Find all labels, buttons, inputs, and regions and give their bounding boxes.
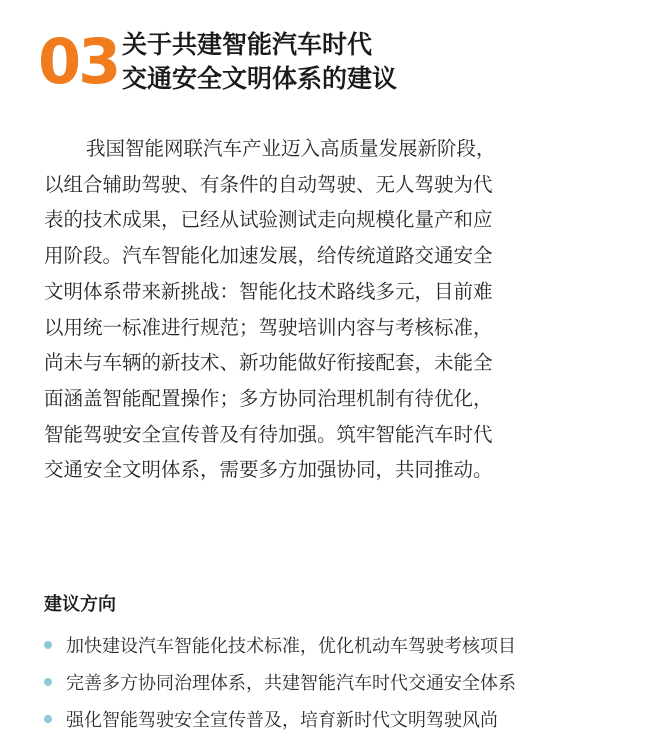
paragraph-line: 用阶段。汽车智能化加速发展，给传统道路交通安全: [44, 244, 493, 268]
body-paragraph: [44, 131, 616, 488]
list-item-text: 完善多方协同治理体系，共建智能汽车时代交通安全体系: [66, 672, 516, 694]
list-item: [44, 626, 644, 663]
list-item-text: 强化智能驾驶安全宣传普及，培育新时代文明驾驶风尚: [66, 709, 498, 731]
section-title: [122, 28, 397, 96]
bullet-dot-icon: [44, 678, 52, 686]
paragraph-line: 以用统一标准进行规范；驾驶培训内容与考核标准，: [44, 315, 493, 339]
section-title-line: 交通安全文明体系的建议: [122, 64, 398, 93]
section-title-line: 关于共建智能汽车时代: [122, 30, 373, 59]
directions-heading: 建议方向: [44, 594, 116, 615]
paragraph-line: 智能驾驶安全宣传普及有待加强。筑牢智能汽车时代: [44, 422, 493, 446]
paragraph-line: 表的技术成果，已经从试验测试走向规模化量产和应: [44, 208, 493, 232]
section-number: 03: [38, 25, 119, 98]
list-item: [44, 663, 644, 700]
list-item-text: 加快建设汽车智能化技术标准，优化机动车驾驶考核项目: [66, 635, 516, 657]
paragraph-line: 我国智能网联汽车产业迈入高质量发展新阶段，: [86, 137, 496, 160]
bullet-dot-icon: [44, 641, 52, 649]
list-item: [44, 700, 644, 737]
paragraph-line: 文明体系带来新挑战：智能化技术路线多元，目前难: [44, 279, 493, 303]
paragraph-line: 以组合辅助驾驶、有条件的自动驾驶、无人驾驶为代: [44, 172, 493, 196]
section-header: [38, 25, 398, 98]
paragraph-line: 面涵盖智能配置操作；多方协同治理机制有待优化，: [44, 386, 493, 410]
directions-list: [44, 626, 644, 737]
paragraph-line: 尚未与车辆的新技术、新功能做好衔接配套，未能全: [44, 351, 493, 375]
paragraph-line: 交通安全文明体系，需要多方加强协同，共同推动。: [44, 458, 493, 482]
bullet-dot-icon: [44, 715, 52, 723]
